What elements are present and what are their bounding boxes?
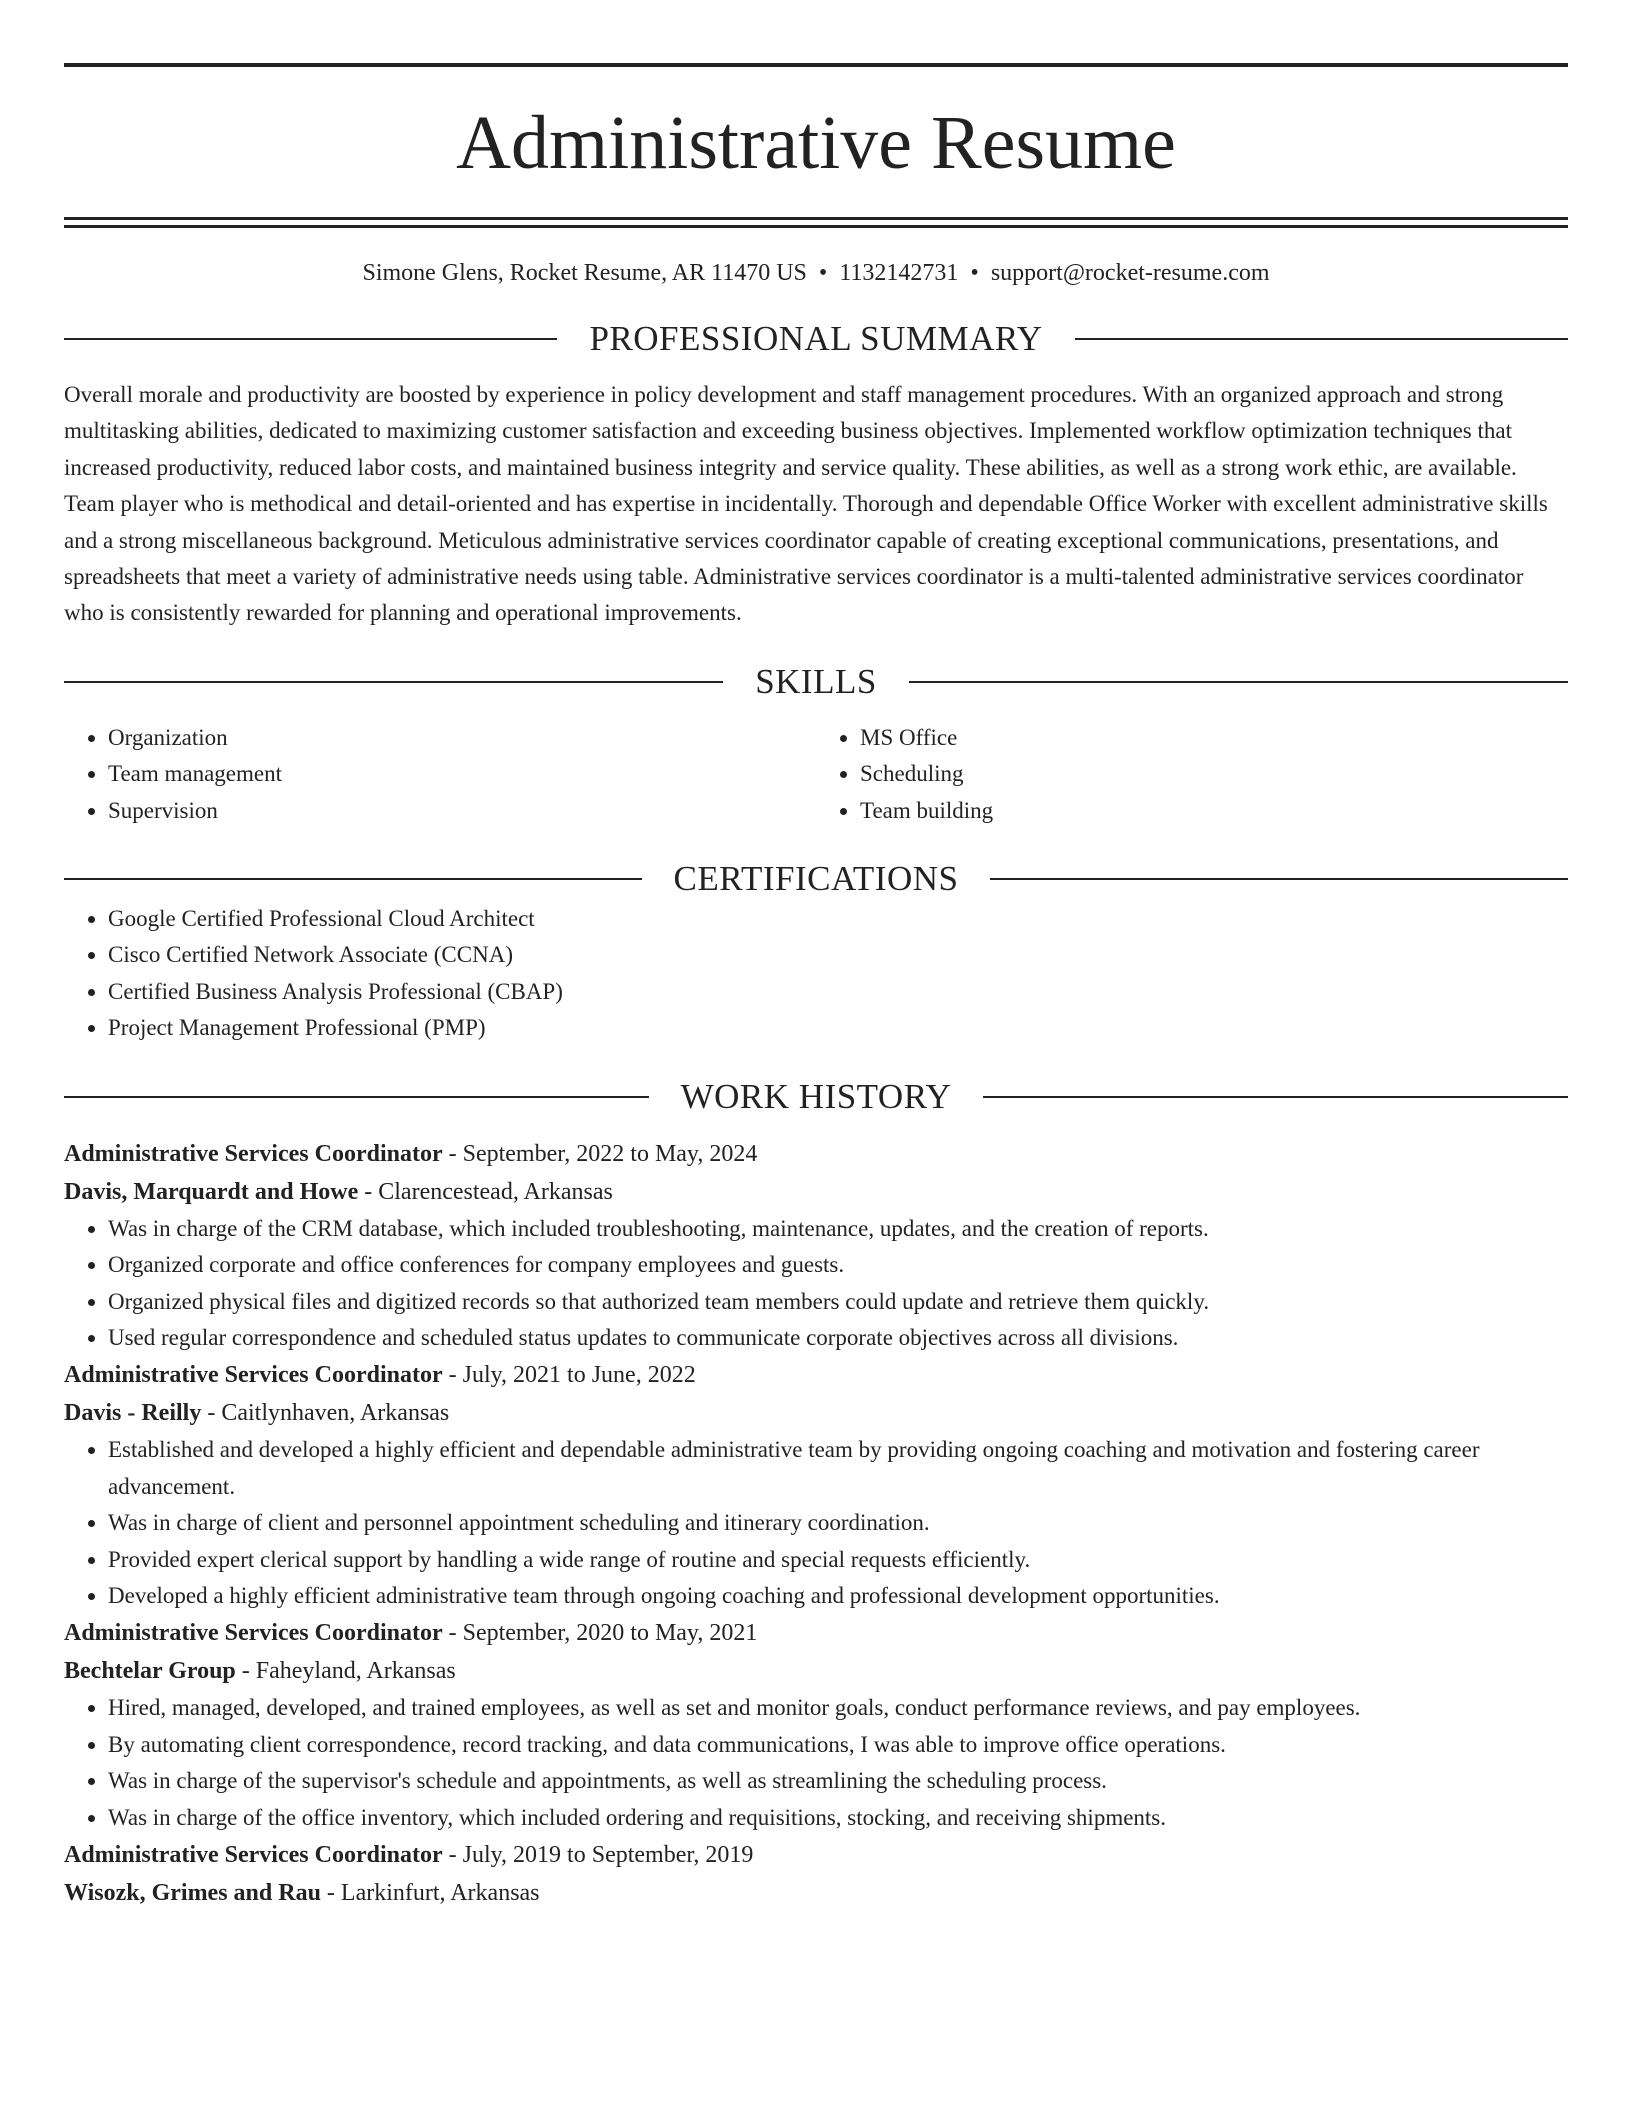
job-duty: • Used regular correspondence and scheduled status updates to communicate corporate objectives across all divisions. <box>108 1320 1568 1356</box>
heading-rule-left <box>64 1096 649 1098</box>
job-duty: • Was in charge of the CRM database, which included troubleshooting, maintenance, updates, and the creation of reports. <box>108 1211 1568 1247</box>
job-dates: - July, 2021 to June, 2022 <box>442 1362 696 1389</box>
summary-heading <box>64 317 1568 361</box>
skills-list-right <box>816 720 1568 829</box>
job-entry <box>64 1356 1568 1614</box>
job-duty: • Organized corporate and office conferences for company employees and guests. <box>108 1247 1568 1283</box>
job-title: Administrative Services Coordinator <box>64 1620 443 1647</box>
job-company: Wisozk, Grimes and Rau <box>64 1879 321 1906</box>
certification-item: • Certified Business Analysis Professional (CBAP) <box>108 974 1568 1010</box>
job-duty: • Hired, managed, developed, and trained employees, as well as set and monitor goals, conduct performance reviews, and pay employees. <box>108 1690 1568 1726</box>
skills-heading-label: SKILLS <box>755 661 877 701</box>
certifications-heading-label: CERTIFICATIONS <box>673 859 959 899</box>
job-title: Administrative Services Coordinator <box>64 1362 443 1389</box>
certifications-list <box>64 901 1568 1047</box>
job-company-line <box>64 1652 1568 1690</box>
resume-title: Administrative Resume <box>456 101 1176 185</box>
job-entry <box>64 1836 1568 1912</box>
job-location: - Larkinfurt, Arkansas <box>320 1879 540 1906</box>
contact-phone: 1132142731 <box>839 260 959 286</box>
contact-address: Simone Glens, Rocket Resume, AR 11470 US <box>362 260 807 286</box>
skill-item: • Scheduling <box>860 756 1568 792</box>
work-history-list <box>64 1135 1568 1912</box>
top-rule <box>64 63 1568 67</box>
heading-rule-left <box>64 878 642 880</box>
heading-rule-right <box>909 681 1568 683</box>
resume-page <box>64 0 1568 1912</box>
job-duty: • Provided expert clerical support by handling a wide range of routine and special requests efficiently. <box>108 1542 1568 1578</box>
job-duty: • By automating client correspondence, record tracking, and data communications, I was able to improve office operations. <box>108 1727 1568 1763</box>
job-company: Davis, Marquardt and Howe <box>64 1178 359 1205</box>
job-entry <box>64 1135 1568 1357</box>
job-duty: • Was in charge of the office inventory, which included ordering and requisitions, stocking, and receiving shipments. <box>108 1800 1568 1836</box>
job-title-line <box>64 1135 1568 1173</box>
job-dates: - September, 2020 to May, 2021 <box>442 1620 758 1647</box>
work-history-heading <box>64 1075 1568 1119</box>
job-dates: - September, 2022 to May, 2024 <box>442 1140 758 1167</box>
job-company-line <box>64 1173 1568 1211</box>
job-company-line <box>64 1874 1568 1912</box>
summary-heading-label: PROFESSIONAL SUMMARY <box>589 319 1043 358</box>
contact-separator: • <box>818 260 828 286</box>
job-duty: • Organized physical files and digitized records so that authorized team members could update and retrieve them quickly. <box>108 1284 1568 1320</box>
job-duty: • Was in charge of client and personnel appointment scheduling and itinerary coordination. <box>108 1505 1568 1541</box>
job-title-line <box>64 1836 1568 1874</box>
job-duties <box>64 1690 1568 1836</box>
heading-rule-left <box>64 681 723 683</box>
job-dates: - July, 2019 to September, 2019 <box>442 1841 754 1868</box>
certification-item: • Cisco Certified Network Associate (CCNA) <box>108 937 1568 973</box>
skill-item: • MS Office <box>860 720 1568 756</box>
job-title: Administrative Services Coordinator <box>64 1140 443 1167</box>
contact-line <box>64 257 1568 289</box>
contact-email: support@rocket-resume.com <box>990 260 1270 286</box>
job-duty: • Developed a highly efficient administrative team through ongoing coaching and professional development opportunities. <box>108 1578 1568 1614</box>
heading-rule-right <box>990 878 1568 880</box>
job-title-line <box>64 1356 1568 1394</box>
heading-rule-right <box>983 1096 1568 1098</box>
job-location: - Clarencestead, Arkansas <box>358 1178 613 1205</box>
title-double-rule <box>64 217 1568 220</box>
certification-item: • Google Certified Professional Cloud Architect <box>108 901 1568 937</box>
skills-list-left <box>64 720 816 829</box>
job-entry <box>64 1614 1568 1836</box>
job-company-line <box>64 1394 1568 1432</box>
job-location: - Faheyland, Arkansas <box>235 1658 456 1685</box>
job-location: - Caitlynhaven, Arkansas <box>201 1400 450 1427</box>
skills-heading <box>64 660 1568 704</box>
skill-item: • Organization <box>108 720 816 756</box>
skill-item: • Supervision <box>108 793 816 829</box>
contact-separator: • <box>970 260 979 286</box>
job-company: Davis - Reilly <box>64 1400 202 1427</box>
skill-item: • Team building <box>860 793 1568 829</box>
job-duties <box>64 1211 1568 1357</box>
job-company: Bechtelar Group <box>64 1658 236 1685</box>
job-duty: • Established and developed a highly efficient and dependable administrative team by providing ongoing coaching and motivation and fostering career advancement. <box>108 1432 1568 1505</box>
job-title: Administrative Services Coordinator <box>64 1841 443 1868</box>
heading-rule-left <box>64 338 557 340</box>
summary-text: Overall morale and productivity are boosted by experience in policy development and staff management procedures. With an organized approach and strong multitasking abilities, dedicated to maximizing customer satisfaction and exceeding business objectives. Implemented workflow optimization techniques that increased productivity, reduced labor costs, and maintained business integrity and service quality. These abilities, as well as a strong work ethic, are available. Team player who is methodical and detail-oriented and has expertise in incidentally. Thorough and dependable Office Worker with excellent administrative skills and a strong miscellaneous background. Meticulous administrative services coordinator capable of creating exceptional communications, presentations, and spreadsheets that meet a variety of administrative needs using table. Administrative services coordinator is a multi-talented administrative services coordinator who is consistently rewarded for planning and operational improvements. <box>64 382 1548 626</box>
work-history-heading-label: WORK HISTORY <box>680 1076 952 1116</box>
skills-grid <box>64 720 1568 829</box>
certifications-heading <box>64 857 1568 901</box>
heading-rule-right <box>1075 338 1568 340</box>
skill-item: • Team management <box>108 756 816 792</box>
job-duties <box>64 1432 1568 1614</box>
certification-item: • Project Management Professional (PMP) <box>108 1010 1568 1046</box>
job-title-line <box>64 1614 1568 1652</box>
job-duty: • Was in charge of the supervisor's schedule and appointments, as well as streamlining the scheduling process. <box>108 1763 1568 1799</box>
